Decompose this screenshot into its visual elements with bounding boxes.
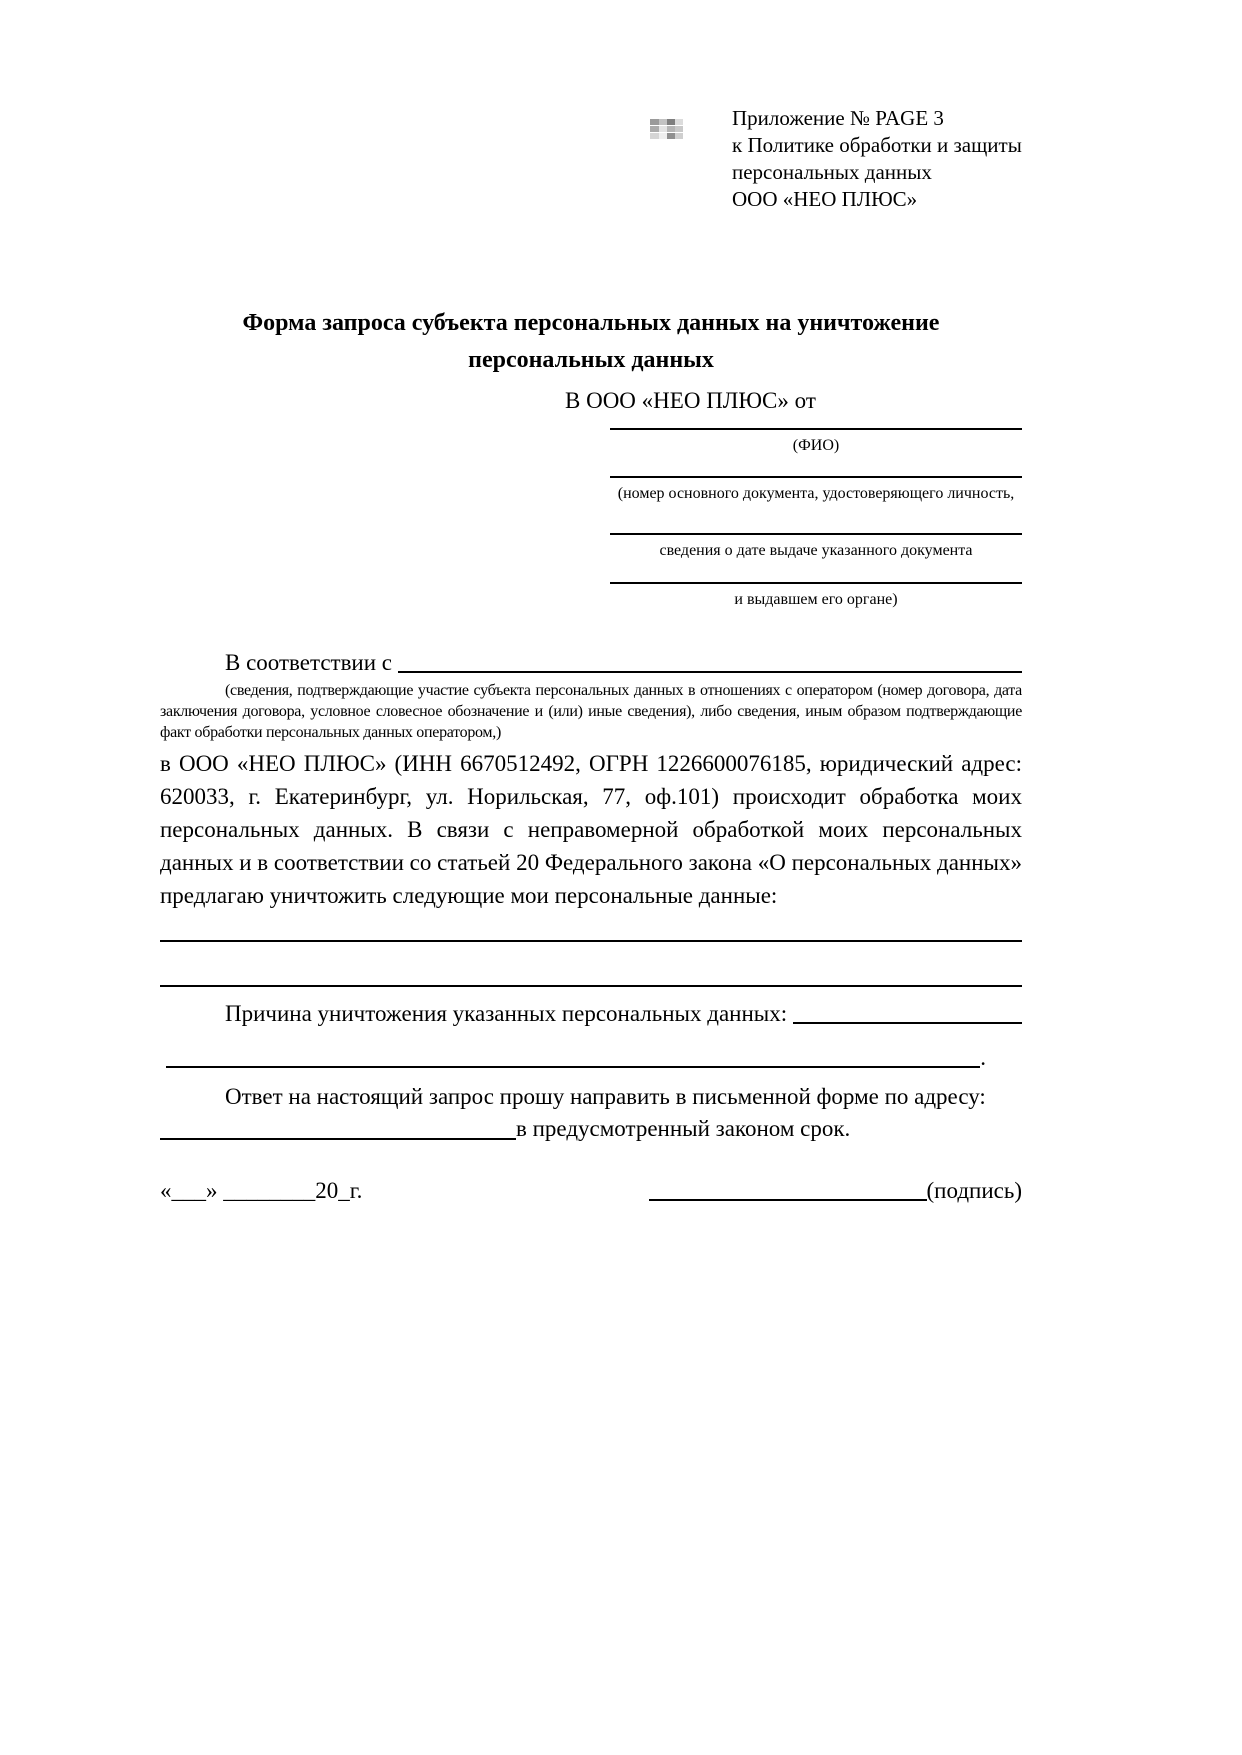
pixelated-image-icon (650, 117, 683, 142)
identity-fields (610, 428, 1022, 609)
issue-date-field-label: сведения о дате выдаче указанного документа (659, 542, 973, 559)
reason-terminator: . (980, 1045, 986, 1070)
date-blank: «___» ________20_г. (160, 1178, 363, 1203)
reason-label: Причина уничтожения указанных персональных данных: (225, 1001, 788, 1026)
accordance-prefix: В соответствии с (225, 650, 393, 675)
issue-date-blank-line (610, 533, 1022, 560)
address-blank-line (160, 1138, 516, 1140)
reason-continuation-line (160, 1043, 1022, 1073)
fio-field-label: (ФИО) (792, 437, 840, 454)
accordance-blank-line (398, 671, 1022, 673)
accordance-line (160, 648, 1022, 678)
data-blank-line-2 (160, 985, 1022, 987)
addressee-line: В ООО «НЕО ПЛЮС» от (565, 388, 816, 413)
signature-blank-line (649, 1199, 927, 1201)
document-title (160, 305, 1022, 379)
appendix-line-3: персональных данных (732, 160, 932, 184)
response-suffix: в предусмотренный законом срок. (516, 1116, 851, 1141)
reason-line (160, 998, 1022, 1029)
explanatory-note: (сведения, подтверждающие участие субъекта персональных данных в отношениях с оператором (номер договора, дата заключения договора, условное словесное обозначение и (или) иные сведения), либо сведения, иным образом подтверждающие факт обработки персональных данных оператором,) (160, 682, 1022, 741)
reason-continuation-blank (166, 1066, 980, 1068)
response-address-line (160, 1113, 1022, 1145)
response-request-line: Ответ на настоящий запрос прошу направить в письменной форме по адресу: (225, 1084, 986, 1109)
document-header (160, 0, 1022, 213)
appendix-block (732, 105, 1022, 213)
data-blank-line-1 (160, 940, 1022, 942)
signature-group (649, 1175, 1022, 1206)
title-line-2: персональных данных (468, 347, 714, 373)
reason-blank-line (793, 1022, 1022, 1024)
document-number-blank-line (610, 476, 1022, 503)
body-paragraph: в ООО «НЕО ПЛЮС» (ИНН 6670512492, ОГРН 1226600076185, юридический адрес: 620033, г. Екатеринбург, ул. Норильская, 77, оф.101) происходит обработка моих персональных данных. В связи с неправомерной обработкой моих персональных данных и в соответствии со статьей 20 Федерального закона «О персональных данных» предлагаю уничтожить следующие мои персональные данные: (160, 751, 1022, 908)
issuing-authority-field-label: и выдавшем его органе) (734, 591, 898, 608)
appendix-line-4: ООО «НЕО ПЛЮС» (732, 187, 918, 211)
appendix-line-2: к Политике обработки и защиты (732, 133, 1022, 157)
document-number-field-label: (номер основного документа, удостоверяющего личность, (617, 485, 1015, 502)
date-signature-row (160, 1175, 1022, 1206)
signature-label: (подпись) (926, 1178, 1022, 1203)
fio-blank-line (610, 428, 1022, 455)
issuing-authority-blank-line (610, 582, 1022, 609)
appendix-line-1: Приложение № PAGE 3 (732, 106, 944, 130)
title-line-1: Форма запроса субъекта персональных данных на уничтожение (242, 310, 940, 336)
